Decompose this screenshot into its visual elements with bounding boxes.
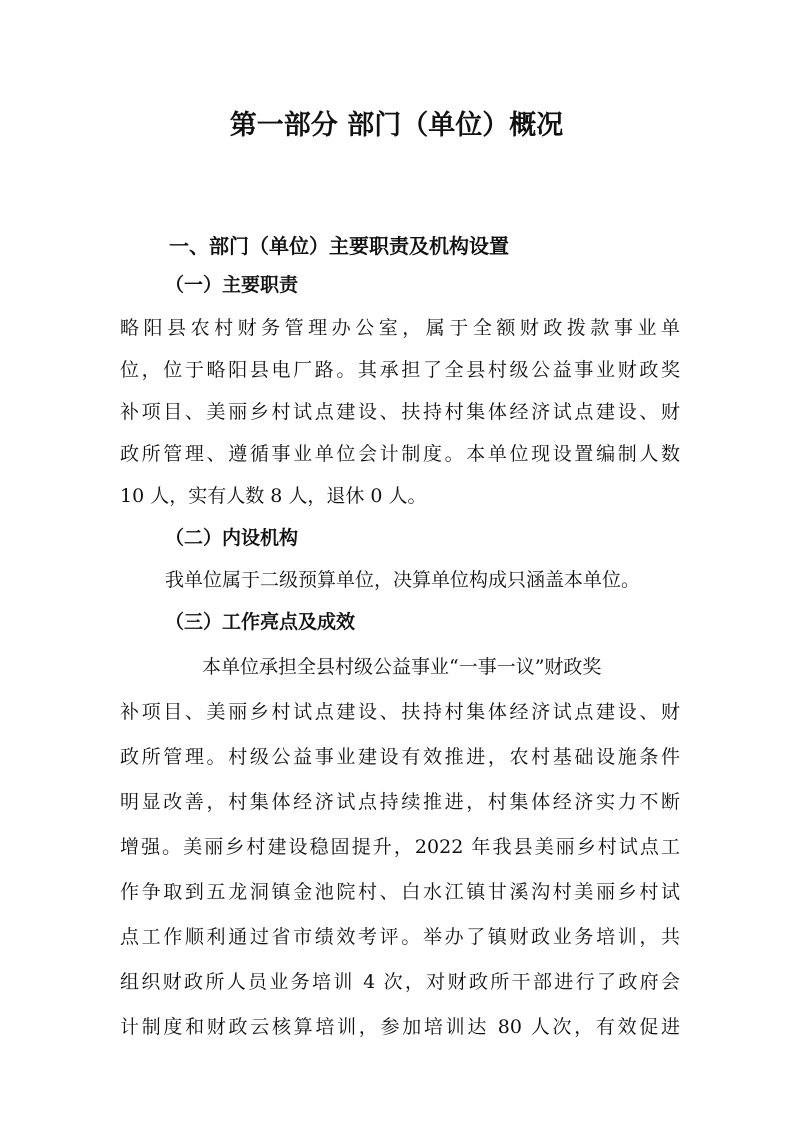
paragraph-line: 组织财政所人员业务培训 4 次，对财政所干部进行了政府会 bbox=[120, 971, 680, 993]
paragraph-line: 政所管理。村级公益事业建设有效推进，农村基础设施条件 bbox=[120, 746, 680, 768]
paragraph-line: 增强。美丽乡村建设稳固提升，2022 年我县美丽乡村试点工 bbox=[120, 836, 680, 858]
paragraph-line: 明显改善，村集体经济试点持续推进，村集体经济实力不断 bbox=[120, 791, 680, 813]
paragraph-line: 10 人，实有人数 8 人，退休 0 人。 bbox=[120, 485, 427, 507]
paragraph-line: 计制度和财政云核算培训，参加培训达 80 人次，有效促进 bbox=[120, 1016, 680, 1038]
paragraph-line: 我单位属于二级预算单位，决算单位构成只涵盖本单位。 bbox=[165, 569, 641, 591]
paragraph-line: 位，位于略阳县电厂路。其承担了全县村级公益事业财政奖 bbox=[120, 359, 680, 381]
subsection-heading-highlights: （三）工作亮点及成效 bbox=[165, 611, 356, 633]
paragraph-line: 作争取到五龙洞镇金池院村、白水江镇甘溪沟村美丽乡村试 bbox=[120, 881, 680, 903]
paragraph-line: 补项目、美丽乡村试点建设、扶持村集体经济试点建设、财 bbox=[120, 401, 680, 423]
paragraph-line: 补项目、美丽乡村试点建设、扶持村集体经济试点建设、财 bbox=[120, 701, 680, 723]
subsection-heading-duties: （一）主要职责 bbox=[165, 274, 299, 296]
page-title: 第一部分 部门（单位）概况 bbox=[229, 110, 564, 141]
section-heading: 一、部门（单位）主要职责及机构设置 bbox=[169, 234, 509, 258]
paragraph-line: 点工作顺利通过省市绩效考评。举办了镇财政业务培训，共 bbox=[120, 926, 680, 948]
paragraph-line: 本单位承担全县村级公益事业“一事一议”财政奖 bbox=[202, 656, 602, 678]
paragraph-line: 略阳县农村财务管理办公室，属于全额财政拨款事业单 bbox=[120, 317, 680, 339]
subsection-heading-internal-structure: （二）内设机构 bbox=[165, 527, 299, 549]
paragraph-line: 政所管理、遵循事业单位会计制度。本单位现设置编制人数 bbox=[120, 443, 680, 465]
